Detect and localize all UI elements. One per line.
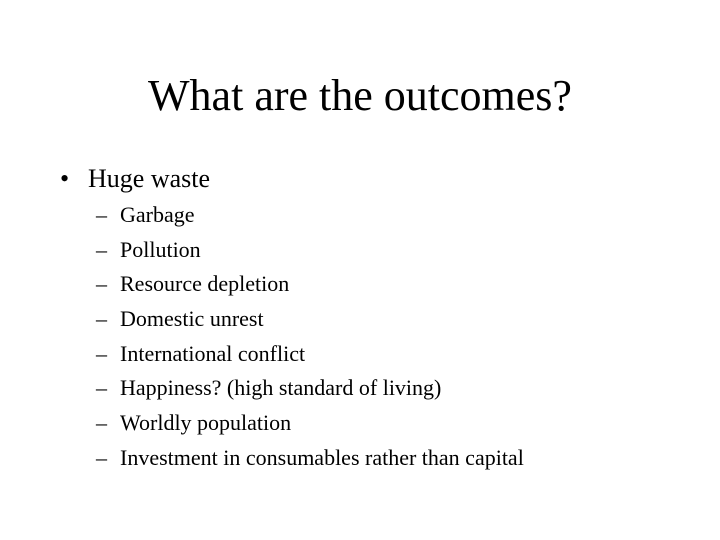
sub-bullet-item	[96, 441, 524, 476]
bullet-item-huge-waste	[60, 162, 210, 196]
sub-bullet-text: Happiness? (high standard of living)	[120, 375, 442, 401]
sub-bullet-text: Pollution	[120, 236, 201, 262]
sub-bullet-item	[96, 371, 524, 406]
dash-marker: –	[96, 271, 107, 297]
dash-marker: –	[96, 340, 107, 366]
sub-bullet-item	[96, 198, 524, 233]
sub-bullet-item	[96, 337, 524, 372]
sub-bullet-text: Investment in consumables rather than capital	[120, 444, 524, 470]
bullet-text: Huge waste	[88, 164, 211, 193]
sub-bullet-text: International conflict	[120, 340, 306, 366]
sub-bullet-item	[96, 302, 524, 337]
sub-bullet-list	[96, 198, 524, 476]
sub-bullet-text: Domestic unrest	[120, 306, 264, 332]
dash-marker: –	[96, 444, 107, 470]
sub-bullet-item	[96, 233, 524, 268]
sub-bullet-item	[96, 267, 524, 302]
dash-marker: –	[96, 410, 107, 436]
dash-marker: –	[96, 202, 107, 227]
sub-bullet-text: Worldly population	[120, 410, 292, 436]
dash-marker: –	[96, 306, 107, 332]
dash-marker: –	[96, 375, 107, 401]
sub-bullet-item	[96, 406, 524, 441]
sub-bullet-text: Resource depletion	[120, 271, 290, 297]
slide-title: What are the outcomes?	[148, 71, 572, 120]
bullet-marker: •	[60, 164, 70, 193]
dash-marker: –	[96, 236, 107, 262]
sub-bullet-text: Garbage	[120, 202, 195, 227]
